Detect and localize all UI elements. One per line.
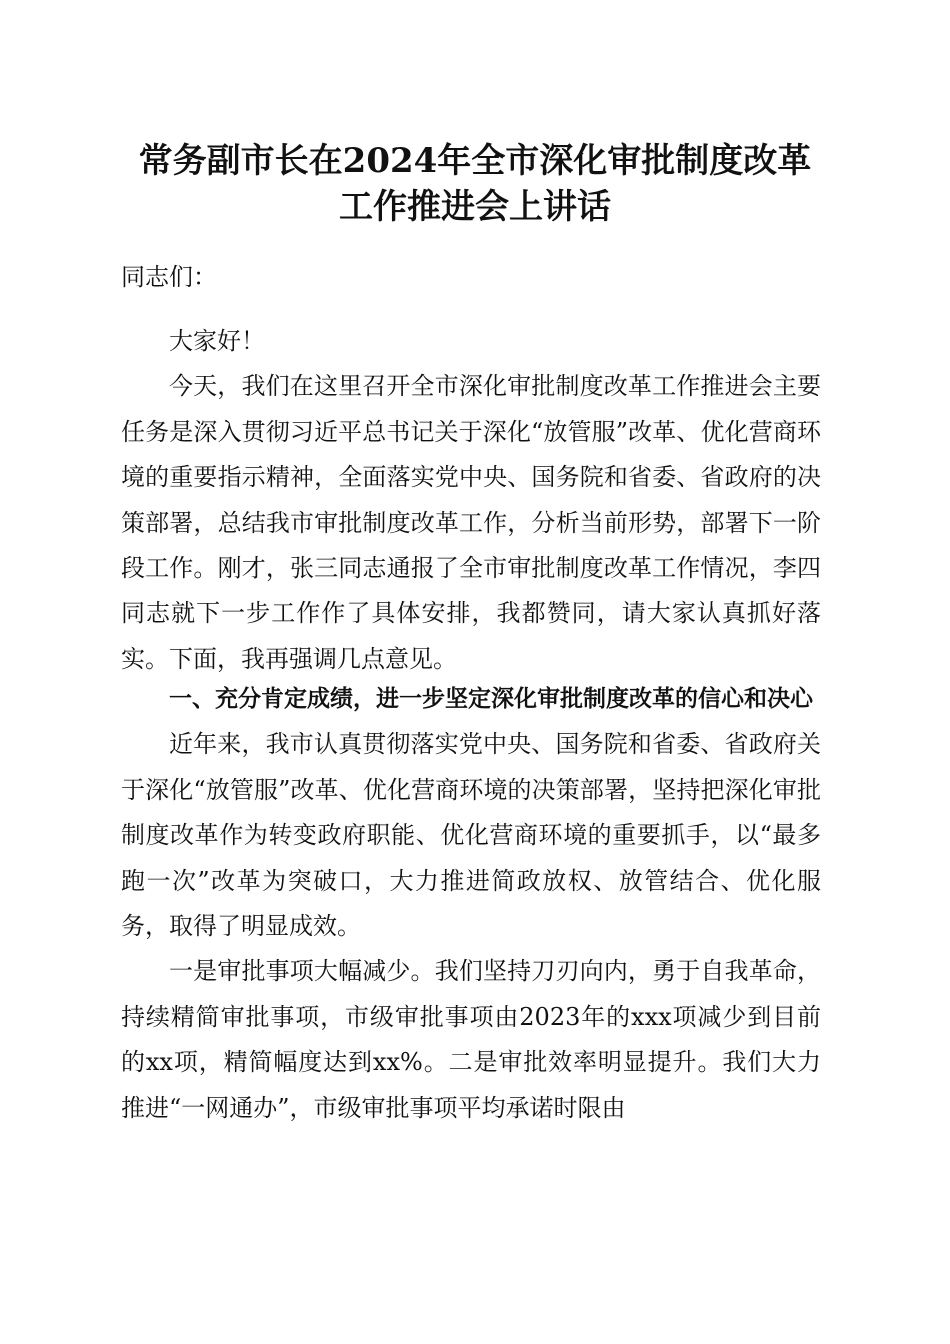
body-section-1 <box>121 319 821 682</box>
salutation: 同志们： <box>121 263 217 291</box>
document-title-line-1: 常务副市长在2024年全市深化审批制度改革 <box>138 141 812 181</box>
section-heading-1: 一、充分肯定成绩，进一步坚定深化审批制度改革的信心和决心 <box>169 686 813 712</box>
paragraph-details-body: 我们坚持刀刃向内，勇于自我革命，持续精简审批事项，市级审批事项由2023年的xxx项减少到目前的xx项，精简幅度达到xx%。二是审批效率明显提升。我们大力推进“一网通办”，市级审批事项平均承诺时限由 <box>121 957 822 1122</box>
paragraph-details-lead: 一是审批事项大幅减少。 <box>169 957 435 986</box>
paragraph-details <box>121 949 821 1131</box>
paragraph-opening: 今天，我们在这里召开全市深化审批制度改革工作推进会主要任务是深入贯彻习近平总书记关于深化“放管服”改革、优化营商环境的重要指示精神，全面落实党中央、国务院和省委、省政府的决策部署，总结我市审批制度改革工作，分析当前形势，部署下一阶段工作。刚才，张三同志通报了全市审批制度改革工作情况，李四同志就下一步工作作了具体安排，我都赞同，请大家认真抓好落实。下面，我再强调几点意见。 <box>121 372 821 673</box>
body-section-2 <box>121 677 821 1131</box>
greeting: 大家好！ <box>169 327 265 355</box>
paragraph-achievements: 近年来，我市认真贯彻落实党中央、国务院和省委、省政府关于深化“放管服”改革、优化营商环境的决策部署，坚持把深化审批制度改革作为转变政府职能、优化营商环境的重要抓手，以“最多跑一次”改革为突破口，大力推进简政放权、放管结合、优化服务，取得了明显成效。 <box>121 730 821 941</box>
document-title-line-2: 工作推进会上讲话 <box>339 187 611 227</box>
